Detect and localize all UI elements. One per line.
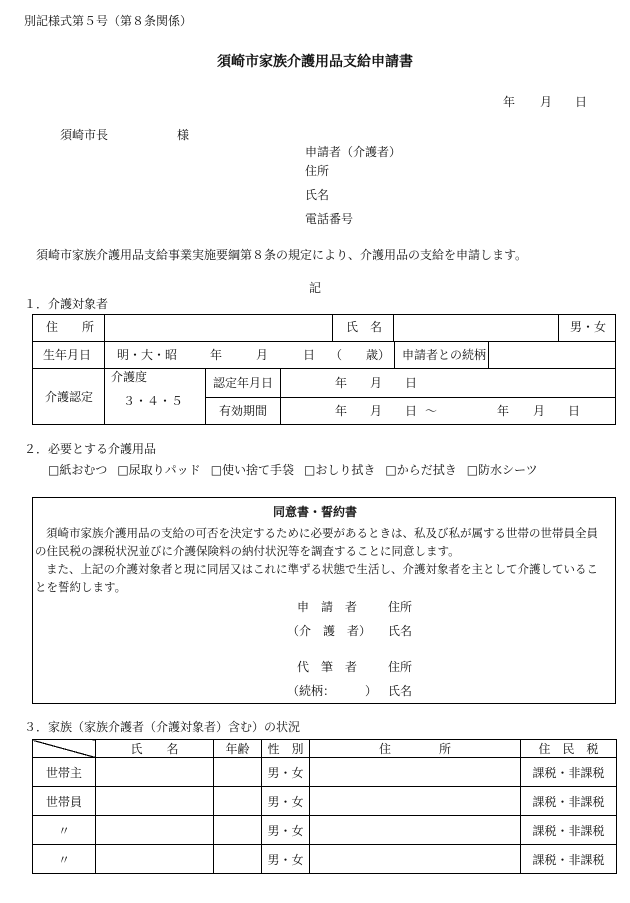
row-relation: 世帯主: [33, 758, 96, 787]
applicant-name-label: 氏名: [305, 188, 330, 202]
table-corner-cell: [33, 740, 96, 758]
era-options: 明・大・昭: [117, 348, 178, 362]
cert-month-label: 月: [370, 376, 383, 390]
col-header-name: 氏 名: [96, 740, 214, 758]
checkbox-item[interactable]: □おしり拭き: [304, 463, 376, 477]
checkbox-item[interactable]: □尿取りパッド: [117, 463, 201, 477]
age-field: （ 歳）: [330, 348, 391, 362]
consent-applicant-name: 氏名: [388, 624, 413, 638]
form-number: 別記様式第５号（第８条関係）: [24, 14, 193, 28]
consent-applicant-address: 住所: [388, 600, 413, 614]
family-table: [32, 739, 617, 874]
row-gender: 男・女: [262, 787, 310, 816]
row-relation: 〃: [33, 816, 96, 845]
row-gender: 男・女: [262, 816, 310, 845]
ki-mark: 記: [309, 281, 322, 295]
birth-month-label: 月: [256, 348, 269, 362]
consent-proxy-sub: （続柄： ）: [287, 684, 378, 698]
supply-checklist: [48, 463, 548, 477]
valid-from-year: 年: [335, 404, 348, 418]
section3-heading: ３．家族（家族介護者（介護対象者）含む）の状況: [24, 720, 301, 734]
relation-label: 申請者との続柄: [402, 348, 487, 362]
row-age-cell[interactable]: [214, 816, 262, 845]
consent-proxy-label: 代 筆 者: [297, 660, 358, 674]
honorific: 様: [177, 128, 190, 142]
checkbox-item[interactable]: □防水シーツ: [466, 463, 538, 477]
consent-para2-line2: とを誓約します。: [35, 580, 127, 594]
consent-applicant-label: 申 請 者: [297, 600, 358, 614]
checkbox-item[interactable]: □からだ拭き: [385, 463, 457, 477]
row-tax: 課税・非課税: [521, 816, 617, 845]
table-row: [33, 787, 617, 816]
page-title: 須崎市家族介護用品支給申請書: [217, 54, 413, 70]
cert-day-label: 日: [405, 376, 418, 390]
valid-from-month: 月: [370, 404, 383, 418]
care-cert-label: 介護認定: [45, 390, 94, 404]
applicant-label: 申請者（介護者）: [305, 145, 402, 159]
care-level-options: ３・４・５: [123, 394, 184, 408]
table-row: [33, 845, 617, 874]
table-row: [33, 758, 617, 787]
cert-year-label: 年: [335, 376, 348, 390]
row-age-cell[interactable]: [214, 758, 262, 787]
target-gender-options: 男・女: [570, 320, 607, 334]
checkbox-item[interactable]: □紙おむつ: [48, 463, 108, 477]
applicant-phone-label: 電話番号: [305, 212, 354, 226]
section2-heading: ２．必要とする介護用品: [24, 442, 157, 456]
consent-proxy-name: 氏名: [388, 684, 413, 698]
col-header-tax: 住 民 税: [521, 740, 617, 758]
care-level-label: 介護度: [111, 370, 148, 384]
date-month-label: 月: [540, 95, 553, 109]
row-gender: 男・女: [262, 845, 310, 874]
row-name-cell[interactable]: [96, 787, 214, 816]
consent-applicant-sub: （介 護 者）: [287, 624, 372, 638]
consent-para1-line2: の住民税の課税状況並びに介護保険料の納付状況等を調査することに同意します。: [35, 544, 460, 558]
col-header-gender: 性 別: [262, 740, 310, 758]
consent-para2-line1: また、上記の介護対象者と現に同居又はこれに準ずる状態で生活し、介護対象者を主として介護しているこ: [46, 562, 598, 576]
row-tax: 課税・非課税: [521, 845, 617, 874]
row-gender: 男・女: [262, 758, 310, 787]
applicant-address-label: 住所: [305, 164, 330, 178]
cert-date-label: 認定年月日: [213, 376, 274, 390]
section1-heading: １．介護対象者: [24, 297, 109, 311]
row-tax: 課税・非課税: [521, 787, 617, 816]
valid-to-month: 月: [533, 404, 546, 418]
valid-tilde: ～: [425, 404, 438, 418]
table-row: [33, 816, 617, 845]
valid-from-day: 日: [405, 404, 418, 418]
row-name-cell[interactable]: [96, 758, 214, 787]
consent-proxy-address: 住所: [388, 660, 413, 674]
valid-to-year: 年: [497, 404, 510, 418]
col-header-address: 住 所: [310, 740, 521, 758]
addressee: 須崎市長: [60, 128, 109, 142]
birth-day-label: 日: [303, 348, 316, 362]
intro-text: 須崎市家族介護用品支給事業実施要綱第８条の規定により、介護用品の支給を申請します。: [36, 248, 528, 262]
col-header-age: 年齢: [214, 740, 262, 758]
row-tax: 課税・非課税: [521, 758, 617, 787]
checkbox-item[interactable]: □使い捨て手袋: [210, 463, 295, 477]
row-address-cell[interactable]: [310, 758, 521, 787]
birth-date-label: 生年月日: [43, 348, 92, 362]
row-name-cell[interactable]: [96, 845, 214, 874]
row-age-cell[interactable]: [214, 845, 262, 874]
target-address-label: 住 所: [46, 320, 95, 334]
date-day-label: 日: [575, 95, 588, 109]
consent-para1-line1: 須崎市家族介護用品の支給の可否を決定するために必要があるときは、私及び私が属する世帯の世帯員全員: [46, 526, 598, 540]
valid-to-day: 日: [568, 404, 581, 418]
valid-period-label: 有効期間: [219, 404, 268, 418]
date-year-label: 年: [503, 95, 516, 109]
consent-title: 同意書・誓約書: [272, 505, 357, 519]
row-relation: 〃: [33, 845, 96, 874]
target-name-label: 氏 名: [346, 320, 383, 334]
row-address-cell[interactable]: [310, 787, 521, 816]
row-address-cell[interactable]: [310, 816, 521, 845]
row-name-cell[interactable]: [96, 816, 214, 845]
row-relation: 世帯員: [33, 787, 96, 816]
row-address-cell[interactable]: [310, 845, 521, 874]
row-age-cell[interactable]: [214, 787, 262, 816]
birth-year-label: 年: [210, 348, 223, 362]
